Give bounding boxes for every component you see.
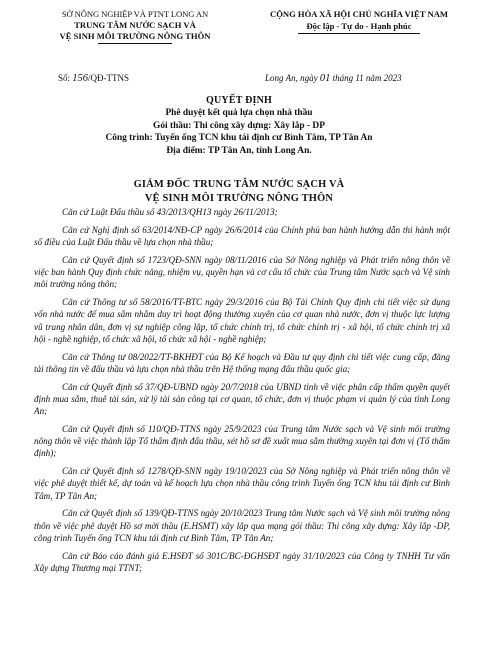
project-location: Địa điểm: TP Tân An, tỉnh Long An. (166, 145, 312, 156)
legal-basis-clause: Căn cứ Quyết định số 1723/QĐ-SNN ngày 08/11/2016 của Sở Nông nghiệp và Phát triển nông thôn về việc ban hành Quy định chức năng, nhiệm vụ, quyền hạn và cơ cấu tổ chức của Trung tâm Nước sạch và Vệ sinh môi trường nông thôn; (34, 254, 450, 290)
decision-subject: Phê duyệt kết quả lựa chọn nhà thầu (165, 108, 313, 118)
legal-basis-clause: Căn cứ Thông tư 08/2022/TT-BKHĐT của Bộ Kế hoạch và Đầu tư quy định chi tiết việc cung cấp, đăng tải thông tin về đấu thầu và lựa chọn nhà thầu trên Hệ thống mạng đấu thầu quốc gia; (34, 351, 450, 374)
place-and-date (265, 72, 402, 85)
doc-number-suffix: /QĐ-TTNS (88, 73, 130, 83)
document-number (58, 72, 129, 85)
legal-basis-clause: Căn cứ Nghị định số 63/2014/NĐ-CP ngày 26/6/2014 của Chính phủ ban hành hướng dẫn thi hành một số điều của Luật Đấu thầu về lựa chọn nhà thầu; (34, 224, 450, 247)
legal-basis-clause: Căn cứ Quyết định số 37/QĐ-UBND ngày 20/7/2018 của UBND tỉnh về việc phân cấp thẩm quyền quyết định mua sắm, thuê tài sản, xử lý tài sản công tại cơ quan, tổ chức, đơn vị thuộc phạm vi quản lý của tỉnh Long An; (34, 381, 450, 417)
doc-number-prefix: Số: (58, 73, 73, 83)
national-heading-block (248, 8, 470, 34)
parent-agency: SỞ NÔNG NGHIỆP VÀ PTNT LONG AN (61, 9, 209, 19)
authority-line1: GIÁM ĐỐC TRUNG TÂM NƯỚC SẠCH VÀ (133, 179, 345, 190)
legal-basis-list (34, 206, 450, 580)
agency-underline (98, 43, 172, 44)
unit-name-line2: VỆ SINH MÔI TRƯỜNG NÔNG THÔN (59, 31, 211, 41)
national-motto: Độc lập - Tự do - Hạnh phúc (306, 21, 412, 31)
legal-basis-clause: Căn cứ Báo cáo đánh giá E.HSĐT số 301C/BC-ĐGHSĐT ngày 31/10/2023 của Công ty TNHH Tư vấn Xây dựng Thương mại TTNT; (34, 550, 450, 573)
legal-basis-clause: Căn cứ Thông tư số 58/2016/TT-BTC ngày 29/3/2016 của Bộ Tài Chính Quy định chi tiết việc sử dụng vốn nhà nước để mua sắm nhằm duy trì hoạt động thường xuyên của cơ quan nhà nước, đơn vị thuộc lực lượng vũ trang nhân dân, đơn vị sự nghiệp công lập, tổ chức chính trị, tổ chức chính trị - xã hội, tổ chức chính trị xã hội - nghề nghiệp, tổ chức xã hội, tổ chức xã hội - nghề nghiệp; (34, 296, 450, 344)
project-name: Công trình: Tuyến ống TCN khu tái định cư Bình Tâm, TP Tân An (105, 133, 373, 144)
document-type: QUYẾT ĐỊNH (206, 95, 272, 106)
legal-basis-clause: Căn cứ Quyết định số 1278/QĐ-SNN ngày 19/10/2023 của Sở Nông nghiệp và Phát triển nông thôn về việc phê duyệt thiết kế, dự toán và kế hoạch lựa chọn nhà thầu công trình Tuyến ống TCN khu tái định cư Bình Tâm, TP Tân An; (34, 466, 450, 501)
unit-name-line1: TRUNG TÂM NƯỚC SẠCH VÀ (74, 20, 196, 30)
issuing-agency-block (40, 8, 230, 44)
legal-basis-clause: Căn cứ Luật Đấu thầu số 43/2013/QH13 ngày 26/11/2013; (62, 207, 278, 217)
issuing-authority (0, 178, 478, 205)
authority-line2: VỆ SINH MÔI TRƯỜNG NÔNG THÔN (144, 192, 334, 204)
doc-number-value: 156 (72, 73, 89, 84)
date-day: 01 (319, 73, 331, 84)
decision-title-block (0, 94, 478, 157)
place-date-prefix: Long An, ngày (265, 73, 320, 83)
date-month-year: tháng 11 năm 2023 (330, 73, 402, 83)
legal-basis-clause: Căn cứ Quyết định số 139/QĐ-TTNS ngày 20/10/2023 Trung tâm Nước sạch và Vệ sinh môi trường nông thôn về việc phê duyệt Hồ sơ mời thầu (E.HSMT) xây lắp qua mạng gói thầu: Thi công xây dựng: Xây lắp -DP, công trình Tuyến ống TCN khu tái định cư Bình Tâm, TP Tân An; (34, 508, 450, 543)
national-title: CỘNG HÒA XÃ HỘI CHỦ NGHĨA VIỆT NAM (269, 9, 449, 19)
package-name: Gói thầu: Thi công xây dựng: Xây lắp - DP (153, 120, 325, 131)
legal-basis-clause: Căn cứ Quyết định số 110/QĐ-TTNS ngày 25/9/2023 của Trung tâm Nước sạch và Vệ sinh môi trường nông thôn về việc thành lập Tổ thẩm định đấu thầu, xét hồ sơ đề xuất mua sắm thường xuyên tại đơn vị (Tổ thẩm định); (34, 423, 450, 459)
motto-underline (298, 33, 420, 34)
